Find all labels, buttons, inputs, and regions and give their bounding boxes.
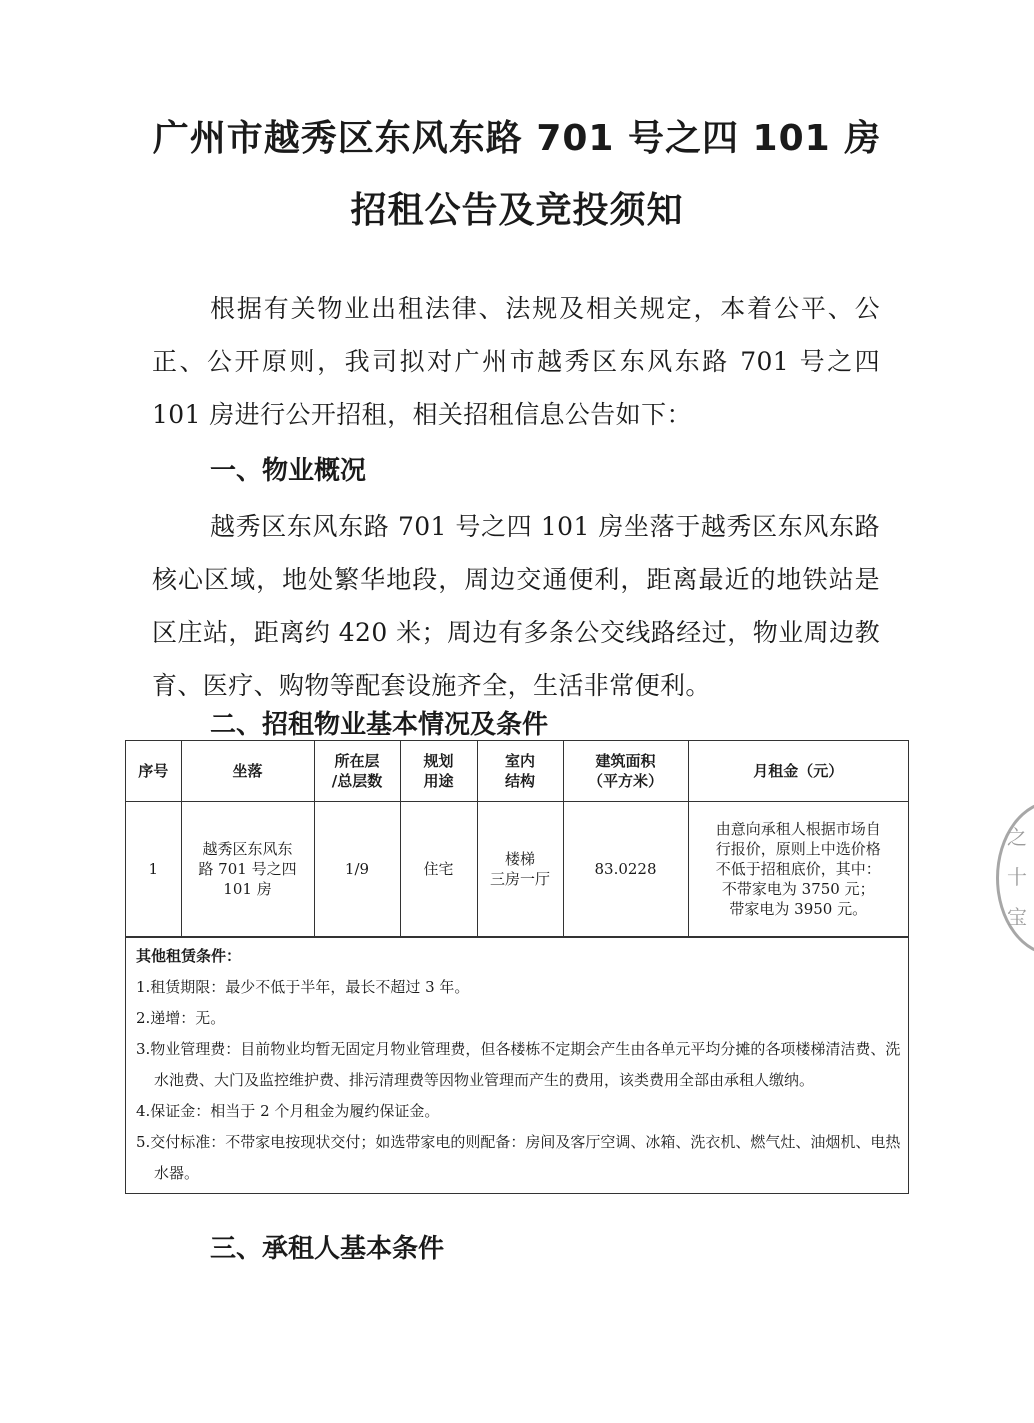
col-floor-header: 所在层 /总层数 bbox=[314, 741, 400, 802]
notice-title-line1: 广州市越秀区东风东路 701 号之四 101 房 bbox=[152, 118, 882, 159]
cell-floor: 1/9 bbox=[314, 802, 400, 937]
col-structure-header: 室内 结构 bbox=[477, 741, 563, 802]
col-area-header: 建筑面积 （平方米） bbox=[563, 741, 688, 802]
condition-item: 2.递增：无。 bbox=[136, 1009, 226, 1027]
notice-title-line2: 招租公告及竞投须知 bbox=[350, 190, 684, 231]
other-conditions bbox=[126, 937, 908, 1193]
rental-info-frame bbox=[125, 740, 909, 1194]
rental-table bbox=[126, 741, 908, 937]
table-header-row bbox=[126, 741, 908, 802]
cell-no: 1 bbox=[126, 802, 181, 937]
cell-rent: 由意向承租人根据市场自 行报价，原则上中选价格 不低于招租底价，其中： 不带家电为 3750 元； 带家电为 3950 元。 bbox=[688, 802, 908, 937]
property-overview-paragraph: 越秀区东风东路 701 号之四 101 房坐落于越秀区东风东路核心区域，地处繁华地段，周边交通便利，距离最近的地铁站是区庄站，距离约 420 米；周边有多条公交线路经过，物业周边教育、医疗、购物等配套设施齐全，生活非常便利。 bbox=[152, 512, 880, 700]
cell-location: 越秀区东风东 路 701 号之四 101 房 bbox=[181, 802, 314, 937]
other-conditions-title: 其他租赁条件： bbox=[136, 947, 242, 965]
section3-heading: 三、承租人基本条件 bbox=[210, 1234, 445, 1264]
seal-stamp: 之 十 宝 bbox=[996, 800, 1034, 956]
condition-item: 5.交付标准：不带家电按现状交付；如选带家电的则配备：房间及客厅空调、冰箱、洗衣机、燃气灶、油烟机、电热水器。 bbox=[136, 1133, 901, 1182]
col-location-header: 坐落 bbox=[181, 741, 314, 802]
section1-heading: 一、物业概况 bbox=[210, 456, 367, 486]
table-row bbox=[126, 802, 908, 937]
cell-area: 83.0228 bbox=[563, 802, 688, 937]
section2-heading: 二、招租物业基本情况及条件 bbox=[210, 710, 549, 740]
condition-item: 4.保证金：相当于 2 个月租金为履约保证金。 bbox=[136, 1102, 440, 1120]
condition-item: 3.物业管理费：目前物业均暂无固定月物业管理费，但各楼栋不定期会产生由各单元平均分摊的各项楼梯清洁费、洗水池费、大门及监控维护费、排污清理费等因物业管理而产生的费用，该类费用全部由承租人缴纳。 bbox=[136, 1040, 901, 1089]
intro-paragraph: 根据有关物业出租法律、法规及相关规定，本着公平、公正、公开原则，我司拟对广州市越秀区东风东路 701 号之四 101 房进行公开招租，相关招租信息公告如下： bbox=[152, 294, 880, 429]
col-use-header: 规划 用途 bbox=[400, 741, 477, 802]
condition-item: 1.租赁期限：最少不低于半年，最长不超过 3 年。 bbox=[136, 978, 470, 996]
cell-use: 住宅 bbox=[400, 802, 477, 937]
col-no-header: 序号 bbox=[126, 741, 181, 802]
col-rent-header: 月租金（元） bbox=[688, 741, 908, 802]
cell-structure: 楼梯 三房一厅 bbox=[477, 802, 563, 937]
